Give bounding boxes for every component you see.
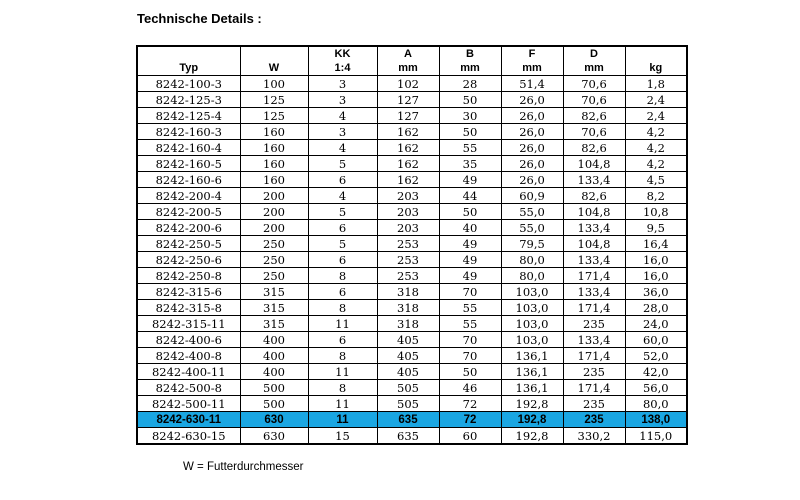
table-row [137,332,687,348]
header-kg: kg [625,61,687,76]
table-cell: 80,0 [625,396,687,412]
table-cell: 26,0 [501,108,563,124]
table-cell: 500 [240,380,308,396]
table-cell: 115,0 [625,428,687,445]
table-cell: 82,6 [563,140,625,156]
table-cell: 250 [240,236,308,252]
table-cell: 400 [240,348,308,364]
table-cell: 79,5 [501,236,563,252]
table-cell: 160 [240,172,308,188]
table-cell: 104,8 [563,156,625,172]
table-cell: 8242-125-3 [137,92,240,108]
table-cell: 133,4 [563,284,625,300]
table-cell: 136,1 [501,380,563,396]
header-a-unit: mm [377,61,439,76]
table-cell: 250 [240,268,308,284]
table-cell: 133,4 [563,332,625,348]
table-cell: 250 [240,252,308,268]
table-cell: 70,6 [563,76,625,92]
table-cell: 235 [563,316,625,332]
table-cell: 60,0 [625,332,687,348]
table-cell: 70 [439,348,501,364]
table-cell: 8 [308,268,377,284]
header-top-a: A [377,46,439,61]
table-cell: 500 [240,396,308,412]
table-cell: 405 [377,364,439,380]
header-top-kk: KK [308,46,377,61]
table-cell: 8242-500-8 [137,380,240,396]
table-row [137,396,687,412]
table-cell: 8242-500-11 [137,396,240,412]
table-row [137,76,687,92]
table-cell: 10,8 [625,204,687,220]
table-cell: 8242-315-6 [137,284,240,300]
header-d-unit: mm [563,61,625,76]
table-cell: 203 [377,188,439,204]
table-cell: 100 [240,76,308,92]
table-cell: 72 [439,396,501,412]
table-row [137,348,687,364]
table-cell: 11 [308,396,377,412]
table-cell: 50 [439,124,501,140]
table-cell: 24,0 [625,316,687,332]
table-cell: 315 [240,300,308,316]
table-cell: 26,0 [501,92,563,108]
table-cell: 8242-200-6 [137,220,240,236]
table-cell: 36,0 [625,284,687,300]
table-cell: 1,8 [625,76,687,92]
table-cell: 405 [377,348,439,364]
table-cell: 235 [563,396,625,412]
table-cell: 203 [377,204,439,220]
table-cell: 133,4 [563,252,625,268]
table-cell: 127 [377,108,439,124]
table-cell: 26,0 [501,124,563,140]
table-cell: 16,4 [625,236,687,252]
table-cell: 8242-100-3 [137,76,240,92]
table-cell: 8242-125-4 [137,108,240,124]
table-cell: 160 [240,124,308,140]
table-cell: 8242-160-3 [137,124,240,140]
table-cell: 162 [377,172,439,188]
table-cell: 3 [308,124,377,140]
table-cell: 44 [439,188,501,204]
table-cell: 8242-400-8 [137,348,240,364]
table-cell: 70,6 [563,92,625,108]
table-cell: 315 [240,316,308,332]
header-top-d: D [563,46,625,61]
table-cell: 11 [308,412,377,428]
table-cell: 171,4 [563,380,625,396]
header-top-w [240,46,308,61]
header-w: W [240,61,308,76]
table-cell: 635 [377,412,439,428]
table-cell: 192,8 [501,412,563,428]
table-cell: 630 [240,428,308,445]
table-cell: 4 [308,108,377,124]
table-cell: 8242-160-5 [137,156,240,172]
table-cell: 51,4 [501,76,563,92]
table-cell: 160 [240,156,308,172]
table-row [137,316,687,332]
table-cell: 4,2 [625,124,687,140]
table-cell: 8242-315-8 [137,300,240,316]
table-cell: 56,0 [625,380,687,396]
table-row [137,172,687,188]
table-cell: 200 [240,220,308,236]
table-cell: 133,4 [563,220,625,236]
table-cell: 505 [377,380,439,396]
table-cell: 80,0 [501,268,563,284]
table-row [137,380,687,396]
table-cell: 235 [563,412,625,428]
table-cell: 30 [439,108,501,124]
header-row-top [137,46,687,61]
table-cell: 82,6 [563,188,625,204]
table-cell: 8 [308,348,377,364]
table-cell: 203 [377,220,439,236]
table-row [137,284,687,300]
table-cell: 50 [439,364,501,380]
table-body [137,76,687,445]
table-row-highlighted [137,412,687,428]
header-top-b: B [439,46,501,61]
table-cell: 630 [240,412,308,428]
table-cell: 16,0 [625,252,687,268]
table-cell: 400 [240,332,308,348]
table-cell: 46 [439,380,501,396]
table-cell: 49 [439,252,501,268]
table-cell: 136,1 [501,348,563,364]
table-cell: 200 [240,188,308,204]
table-cell: 50 [439,204,501,220]
table-cell: 70,6 [563,124,625,140]
table-cell: 8242-200-4 [137,188,240,204]
table-cell: 28 [439,76,501,92]
table-row [137,364,687,380]
table-cell: 2,4 [625,108,687,124]
table-cell: 104,8 [563,236,625,252]
table-cell: 6 [308,332,377,348]
table-cell: 104,8 [563,204,625,220]
table-cell: 42,0 [625,364,687,380]
table-cell: 55,0 [501,220,563,236]
table-cell: 8,2 [625,188,687,204]
section-title: Technische Details : [137,11,262,26]
table-cell: 8242-250-8 [137,268,240,284]
header-b-unit: mm [439,61,501,76]
table-row [137,428,687,445]
table-cell: 171,4 [563,300,625,316]
table-cell: 253 [377,268,439,284]
table-cell: 4,5 [625,172,687,188]
table-row [137,188,687,204]
table-row [137,252,687,268]
table-cell: 55 [439,316,501,332]
table-cell: 171,4 [563,348,625,364]
table-cell: 200 [240,204,308,220]
table-cell: 138,0 [625,412,687,428]
table-cell: 102 [377,76,439,92]
header-top-typ [137,46,240,61]
header-row-bottom [137,61,687,76]
table-cell: 5 [308,204,377,220]
table-cell: 505 [377,396,439,412]
table-cell: 8242-400-6 [137,332,240,348]
table-cell: 8242-250-5 [137,236,240,252]
table-row [137,268,687,284]
table-row [137,124,687,140]
table-cell: 6 [308,252,377,268]
table-row [137,300,687,316]
table-cell: 253 [377,236,439,252]
table-cell: 2,4 [625,92,687,108]
table-cell: 50 [439,92,501,108]
table-cell: 3 [308,76,377,92]
table-cell: 125 [240,92,308,108]
table-cell: 103,0 [501,284,563,300]
table-cell: 192,8 [501,428,563,445]
table-cell: 8242-200-5 [137,204,240,220]
table-cell: 3 [308,92,377,108]
table-cell: 235 [563,364,625,380]
table-cell: 5 [308,156,377,172]
table-cell: 103,0 [501,316,563,332]
table-cell: 52,0 [625,348,687,364]
table-cell: 60,9 [501,188,563,204]
table-row [137,92,687,108]
table-cell: 5 [308,236,377,252]
table-cell: 318 [377,316,439,332]
header-top-f: F [501,46,563,61]
table-cell: 4,2 [625,140,687,156]
table-cell: 55 [439,140,501,156]
table-row [137,156,687,172]
table-cell: 40 [439,220,501,236]
table-cell: 49 [439,236,501,252]
table-cell: 125 [240,108,308,124]
table-cell: 28,0 [625,300,687,316]
table-cell: 400 [240,364,308,380]
table-cell: 8 [308,380,377,396]
table-row [137,108,687,124]
table-cell: 8242-160-6 [137,172,240,188]
table-cell: 136,1 [501,364,563,380]
table-cell: 318 [377,300,439,316]
table-cell: 162 [377,140,439,156]
table-cell: 6 [308,172,377,188]
table-row [137,204,687,220]
table-cell: 330,2 [563,428,625,445]
table-cell: 70 [439,284,501,300]
table-cell: 162 [377,124,439,140]
table-cell: 49 [439,172,501,188]
table-row [137,220,687,236]
header-top-kg [625,46,687,61]
table-cell: 72 [439,412,501,428]
table-cell: 8242-400-11 [137,364,240,380]
table-cell: 70 [439,332,501,348]
table-cell: 8242-315-11 [137,316,240,332]
table-cell: 55 [439,300,501,316]
table-cell: 16,0 [625,268,687,284]
table-cell: 635 [377,428,439,445]
table-row [137,236,687,252]
footnote: W = Futterdurchmesser [183,461,304,473]
table-cell: 318 [377,284,439,300]
table-cell: 8242-160-4 [137,140,240,156]
table-cell: 4 [308,188,377,204]
table-cell: 11 [308,364,377,380]
table-cell: 82,6 [563,108,625,124]
table-cell: 15 [308,428,377,445]
table-cell: 49 [439,268,501,284]
table-cell: 26,0 [501,172,563,188]
table-cell: 4,2 [625,156,687,172]
table-cell: 9,5 [625,220,687,236]
table-cell: 171,4 [563,268,625,284]
table-cell: 8242-250-6 [137,252,240,268]
table-cell: 55,0 [501,204,563,220]
table-cell: 6 [308,284,377,300]
table-cell: 315 [240,284,308,300]
table-cell: 4 [308,140,377,156]
table-cell: 405 [377,332,439,348]
technical-details-table [136,45,688,445]
table-cell: 80,0 [501,252,563,268]
table-cell: 60 [439,428,501,445]
table-cell: 127 [377,92,439,108]
table-cell: 8242-630-15 [137,428,240,445]
table-row [137,140,687,156]
table-cell: 192,8 [501,396,563,412]
table-cell: 8 [308,300,377,316]
table-cell: 8242-630-11 [137,412,240,428]
table-cell: 160 [240,140,308,156]
table-cell: 26,0 [501,156,563,172]
table-cell: 162 [377,156,439,172]
table-cell: 103,0 [501,332,563,348]
table-cell: 26,0 [501,140,563,156]
table-cell: 11 [308,316,377,332]
table-cell: 6 [308,220,377,236]
header-kk-ratio: 1:4 [308,61,377,76]
header-typ: Typ [137,61,240,76]
table-cell: 103,0 [501,300,563,316]
header-f-unit: mm [501,61,563,76]
table-cell: 253 [377,252,439,268]
table-cell: 133,4 [563,172,625,188]
table-cell: 35 [439,156,501,172]
